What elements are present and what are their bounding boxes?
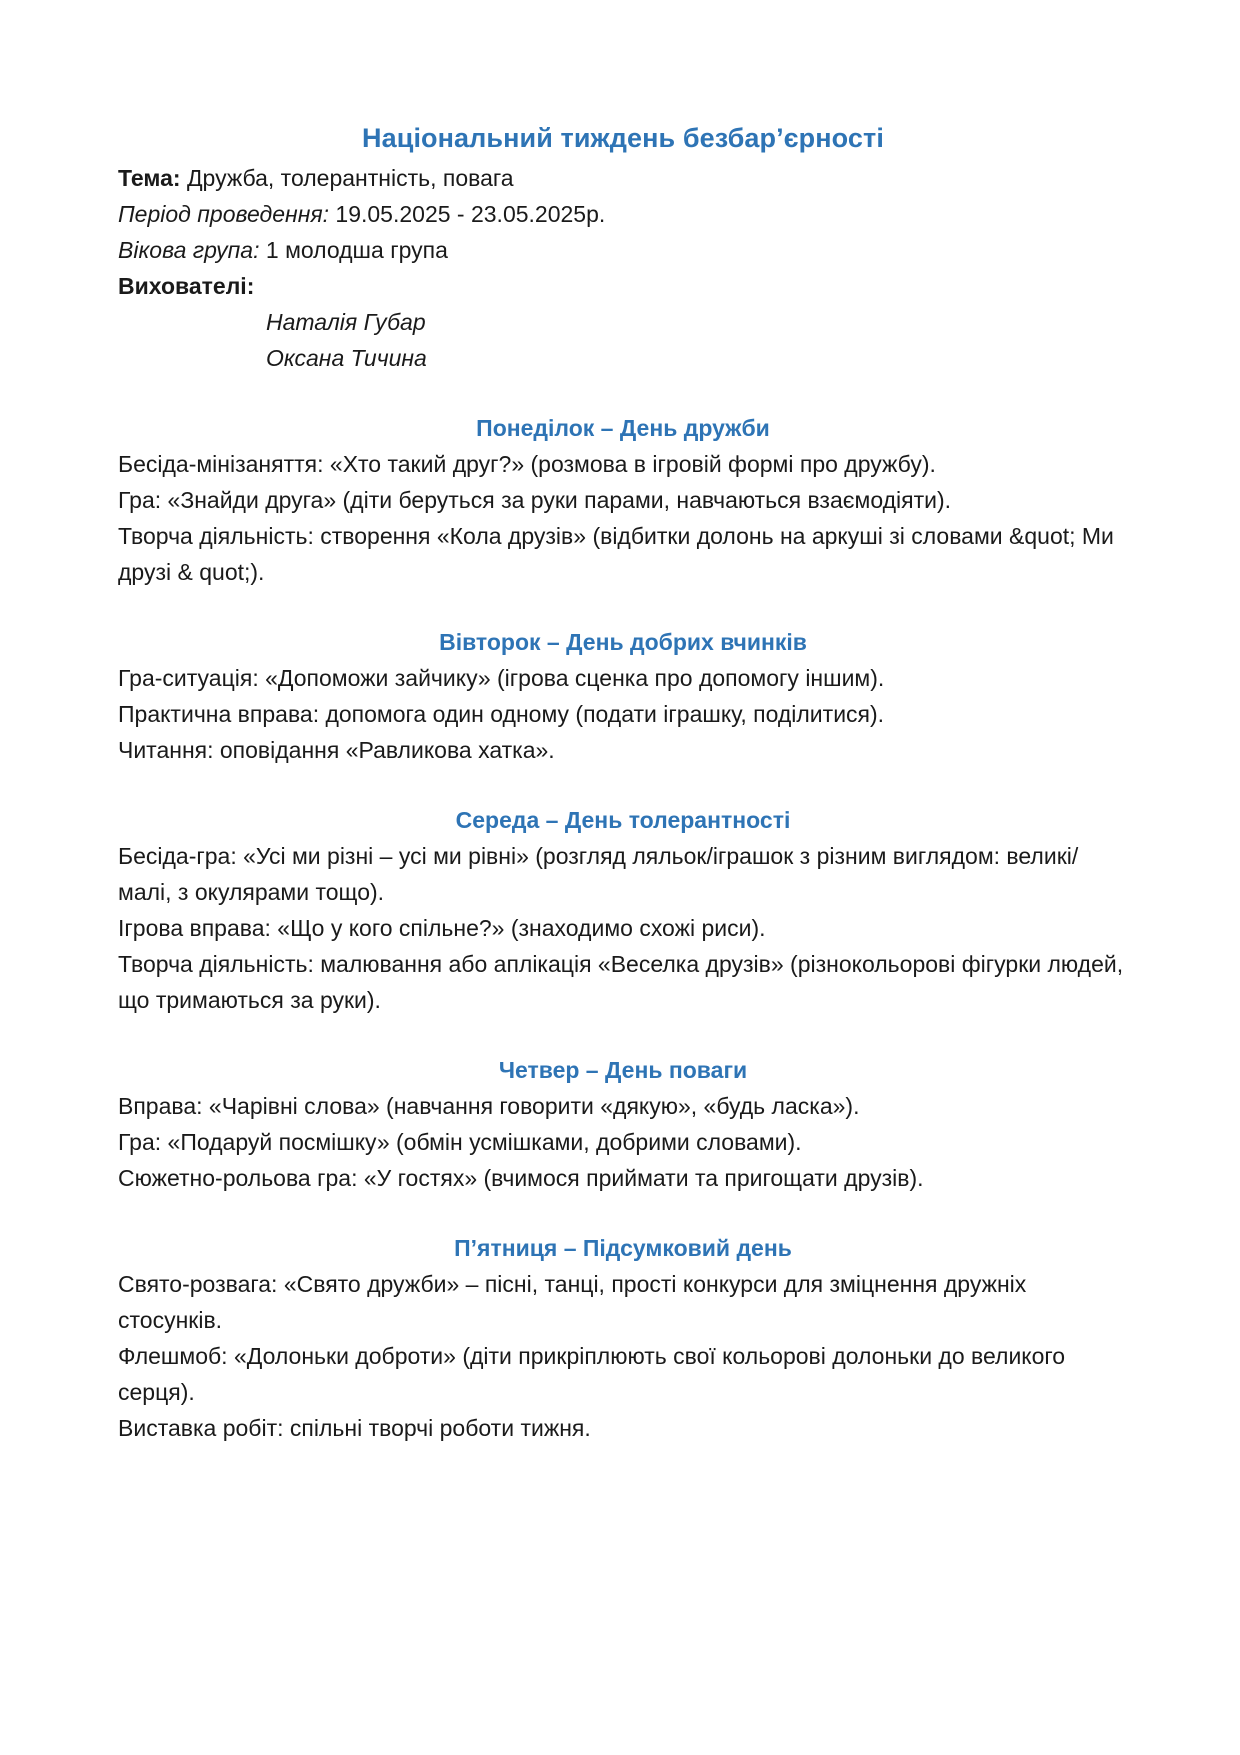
age-group-label: Вікова група: [118, 237, 260, 263]
activity-item: Читання: оповідання «Равликова хатка». [118, 737, 555, 763]
age-group-value: 1 молодша група [259, 237, 448, 263]
educator-name: Оксана Тичина [266, 345, 427, 371]
educator-name: Наталія Губар [266, 309, 426, 335]
activity-item: Бесіда-мінізаняття: «Хто такий друг?» (розмова в ігровій формі про дружбу). [118, 451, 936, 477]
activity-item: Бесіда-гра: «Усі ми різні – усі ми рівні» (розгляд ляльок/іграшок з різним виглядом: великі/малі, з окулярами тощо). [118, 843, 1079, 905]
day-heading: Вівторок – День добрих вчинків [439, 629, 807, 655]
day-section-thursday [118, 1052, 1128, 1196]
day-heading: П’ятниця – Підсумковий день [454, 1235, 792, 1261]
day-heading: Понеділок – День дружби [476, 415, 770, 441]
activity-item: Творча діяльність: створення «Кола друзів» (відбитки долонь на аркуші зі словами &quot; Ми друзі & quot;). [118, 523, 1114, 585]
theme-value: Дружба, толерантність, повага [180, 165, 514, 191]
activity-item: Гра: «Подаруй посмішку» (обмін усмішками, добрими словами). [118, 1129, 802, 1155]
activity-item: Практична вправа: допомога один одному (подати іграшку, поділитися). [118, 701, 885, 727]
day-heading: Середа – День толерантності [455, 807, 791, 833]
activity-item: Сюжетно-рольова гра: «У гостях» (вчимося приймати та пригощати друзів). [118, 1165, 924, 1191]
day-section-monday [118, 410, 1128, 590]
document-body [118, 120, 1128, 1446]
day-section-wednesday [118, 802, 1128, 1018]
period-line [118, 196, 1128, 232]
activity-item: Ігрова вправа: «Що у кого спільне?» (знаходимо схожі риси). [118, 915, 766, 941]
theme-label: Тема: [118, 165, 181, 191]
theme-line [118, 160, 1128, 196]
document-title: Національний тиждень безбар’єрності [362, 123, 884, 153]
day-heading: Четвер – День поваги [498, 1057, 748, 1083]
activity-item: Флешмоб: «Долоньки доброти» (діти прикріплюють свої кольорові долоньки до великого серця). [118, 1343, 1066, 1405]
activity-item: Свято-розвага: «Свято дружби» – пісні, танці, прості конкурси для зміцнення дружніх стосунків. [118, 1271, 1027, 1333]
period-value: 19.05.2025 - 23.05.2025р. [329, 201, 606, 227]
activity-item: Гра-ситуація: «Допоможи зайчику» (ігрова сценка про допомогу іншим). [118, 665, 885, 691]
activity-item: Виставка робіт: спільні творчі роботи тижня. [118, 1415, 591, 1441]
activity-item: Творча діяльність: малювання або аплікація «Веселка друзів» (різнокольорові фігурки людей, що тримаються за руки). [118, 951, 1124, 1013]
activity-item: Гра: «Знайди друга» (діти беруться за руки парами, навчаються взаємодіяти). [118, 487, 952, 513]
day-section-friday [118, 1230, 1128, 1446]
activity-item: Вправа: «Чарівні слова» (навчання говорити «дякую», «будь ласка»). [118, 1093, 860, 1119]
educators-label: Вихователі: [118, 273, 255, 299]
period-label: Період проведення: [118, 201, 330, 227]
educators-line [118, 268, 1128, 304]
age-group-line [118, 232, 1128, 268]
day-section-tuesday [118, 624, 1128, 768]
